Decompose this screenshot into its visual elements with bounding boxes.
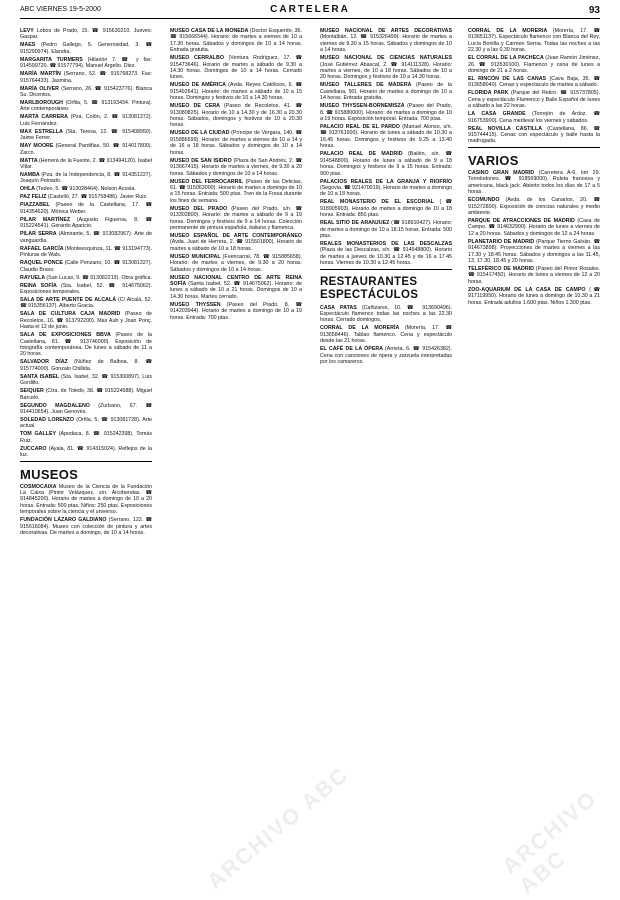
entry-text: (Bailén, s/n. ☎ 914548800). Horario de lunes a sábado de 9 a 18 horas. Domingos y festivos de 9 a 15 horas. Entrada: 900 ptas. <box>320 151 452 177</box>
listing-entry <box>320 241 452 267</box>
entry-name: MATTA <box>20 157 40 164</box>
listing-entry <box>170 158 302 177</box>
listing-entry <box>20 275 152 281</box>
entry-name: LEVY <box>20 28 37 34</box>
listing-shows <box>468 28 600 145</box>
listing-entry <box>20 100 152 113</box>
entry-name: ECOMUNDO <box>468 197 506 204</box>
section-heading-varios: VARIOS <box>468 152 519 168</box>
entry-name: REAL NOVILLA CASTILLA <box>468 125 548 132</box>
entry-name: FLORIDA PARK <box>468 90 511 97</box>
entry-name: MUSEO DEL PRADO <box>170 205 232 212</box>
entry-name: MUSEO DEL FERROCARRIL <box>170 178 246 185</box>
entry-name: MUSEO CASA DE LA MONEDA <box>170 28 250 34</box>
listing-entry <box>320 124 452 150</box>
entry-text: (Orfila, 5. ☎ 913081728). Arte actual. <box>20 416 152 430</box>
listing-entry <box>320 82 452 101</box>
listing-entry <box>468 28 600 54</box>
entry-name: SANTA ISABEL <box>20 373 62 380</box>
entry-text: (Orfila, 5. ☎ 913193434. Pintura). Arte contemporáneo. <box>20 100 152 113</box>
entry-text: (Segovia. ☎ 921470019). Horario de martes a domingo de 10 a 18 horas. <box>320 184 452 198</box>
entry-text: (Ventura Rodríguez, 17. ☎ 915473646). Horario de martes a sábado de 9.30 a 14.30 horas. Domingos de 10 a 14 horas. Cerrado lunes. <box>170 55 302 81</box>
listing-entry <box>170 82 302 101</box>
entry-name: ZOO-AQUARIUM DE LA CASA DE CAMPO <box>468 286 590 293</box>
entry-text: (Manuel Alonso, s/n. ☎ 913761500). Horario de lunes a sábado de 10.30 a 16.45 horas. Domingos y festivos de 9.25 a 13.40 horas. <box>320 124 452 150</box>
entry-text: (Parque del Retiro. ☎ 915737805). Cena y espectáculo Flamenco y Baile Español de lunes a sábado a las 22 horas. <box>468 90 600 110</box>
entry-text: (☎ 918910427). Horario: de martes a domingo de 10 a 18.15 horas. Entrada: 500 ptas. <box>320 220 452 239</box>
listing-entry <box>20 172 152 185</box>
listing-entry <box>170 130 302 156</box>
entry-text: (Carretera A-6, km 29. Torrelodones. ☎ 918569000). Ruleta francesa y americana, black jack. Abierto todos los días de 17 a 5 horas. <box>468 169 600 196</box>
entry-name: CASINO GRAN MADRID <box>468 169 539 176</box>
entry-name: MAY MOORE <box>20 143 56 150</box>
listing-entry <box>20 129 152 142</box>
entry-name: CORRAL DE LA MORERÍA <box>468 28 553 34</box>
entry-text: (☎ 917119950). Horario de lunes a domingo de 10.30 a 21 horas. Entrada adultos 1.600 ptas. Niños 1.300 ptas. <box>468 286 600 306</box>
entry-text: (Serrano, 122. ☎ 915616084). Museo con colección de pintura y artes decorativas. De martes a domingo, de 10 a 14 horas. <box>20 517 152 537</box>
entry-text: (Pza. Colón, 2. ☎ 913081372). Luis Fernández. <box>20 114 152 127</box>
entry-text: (Paseo del Prado, 8. ☎ 914203944). Horario de martes a domingo de 10 a 19 horas. Entrada: 700 ptas. <box>170 301 302 321</box>
entry-text: (Cava Baja, 35. ☎ 913658040). Cenas y espectáculo de martes a sábado. <box>468 76 600 89</box>
entry-name: MUSEO DE AMÉRICA <box>170 82 229 89</box>
entry-name: COSMOCAIXA <box>20 483 59 490</box>
listing-entry <box>20 517 152 536</box>
entry-text: (Arrieta, 6. ☎ 915426382). Cena con canciones de ópera y zarzuela interpretadas por los camareros. <box>320 346 452 365</box>
listing-museums-2 <box>170 28 302 321</box>
entry-name: ZUCCARO <box>20 445 49 452</box>
listing-entry <box>320 220 452 239</box>
listing-entry <box>20 374 152 387</box>
entry-name: MARÍA MARTÍN <box>20 71 64 78</box>
entry-text: (Sta. Isabel, 52. ☎ 914675062). Exposiciones temporales. <box>20 282 152 295</box>
entry-text: (Casa de Campo. ☎ 914632900). Horario de lunes a viernes de 12 a 20 horas. Sábados y domingos de 12 a 24 horas. <box>468 217 600 237</box>
entry-name: MARLBOROUGH <box>20 100 66 107</box>
entry-text: (Fuencarral, 78. ☎ 915885658). Horario: de martes a viernes, de 9.30 a 20 horas. Sábados y domingos de 10 a 14 horas. <box>170 253 302 273</box>
listing-entry <box>170 206 302 232</box>
entry-text: Museo de la Ciencia de la Fundación La Caixa (Pintor Velázquez, s/n. Alcobendas. ☎ 914845200). Horario de martes a domingo de 10 a 20 horas. Entrada: 500 ptas. Niños: 250 ptas. Exposiciones temporales sobre la ciencia y el universo. <box>20 483 152 516</box>
entry-name: SALA DE ARTE PUENTE DE ALCALÁ <box>20 296 119 303</box>
entry-name: MARÍA OLIVER <box>20 85 62 92</box>
entry-text: (Ctra. de Toledo, 38. ☎ 915224588). Miguel Barceló. <box>20 388 152 401</box>
listing-entry <box>20 417 152 430</box>
entry-name: MUSEO DE LA CIUDAD <box>170 130 232 137</box>
entry-text: (Paseo de la Castellana, 90). Horario de martes a domingo de 10 a 14 horas. Entrada gratuita. <box>320 82 452 102</box>
entry-name: RAQUEL PONCE <box>20 260 65 267</box>
entry-text: (Paseo de Recoletos, 41. ☎ 913080825). Horario de 10 a 14.30 y de 16.30 a 20.30 horas. Sábados, domingos y festivos de 10 a 20.30 horas. <box>170 103 302 129</box>
listing-entry <box>20 388 152 401</box>
listing-entry <box>170 28 302 54</box>
listing-entry <box>170 103 302 129</box>
entry-name: LA CASA GRANDE <box>468 111 533 118</box>
listing-entry <box>20 194 152 200</box>
listing-entry <box>20 297 152 310</box>
entry-text: (Serrano, 26. ☎ 915423776). Blanca Su. Dicentos. <box>20 85 152 99</box>
listing-entry <box>20 57 152 70</box>
entry-name: MUSEO DE SAN ISIDRO <box>170 157 234 164</box>
entry-name: TOM GALLEY <box>20 431 59 438</box>
entry-name: PALACIOS REALES DE LA GRANJA Y RIOFRÍO <box>320 178 452 185</box>
entry-name: PLANETARIO DE MADRID <box>468 238 537 245</box>
entry-name: MUSEO CERRALBO <box>170 55 229 62</box>
entry-text: Lobos de Prado, 15. ☎ 915630210. Jueves: Gaspar. <box>20 28 152 41</box>
listing-entry <box>20 86 152 99</box>
listing-entry <box>20 114 152 127</box>
entry-name: RAFAEL GARCÍA <box>20 245 65 252</box>
entry-name: MUSEO TALLERES DE MADERA <box>320 82 416 89</box>
listing-entry <box>468 170 600 196</box>
listing-entry <box>170 179 302 205</box>
listing-entry <box>468 111 600 124</box>
listing-entry <box>20 71 152 84</box>
column-4 <box>468 28 600 864</box>
section-title: CARTELERA <box>270 4 350 15</box>
entry-name: MAX ESTRELLA <box>20 128 66 135</box>
entry-text: (Pza. de la Independencia, 8. ☎ 914351227). Joaquín Peinado. <box>20 172 152 185</box>
entry-text: (Avda. de los Canarios, 20. ☎ 915272800). Exposición de ciencias naturales y medio ambiente. <box>468 197 600 216</box>
entry-name: EL CORRAL DE LA PACHECA <box>468 55 546 62</box>
entry-text: (Cañizares, 10. ☎ 913690496). Espectáculo flamenco todas las noches a las 22.30 horas. Cerrado domingos. <box>320 304 452 324</box>
divider <box>468 147 600 148</box>
listing-entry <box>20 217 152 230</box>
entry-text: (Morería, 17. ☎ 913651137). Espectáculo flamenco con Blanca del Rey, Lucía Bonilla y Carmen Serna. Todas las noches a las 22.30 y a las 0.30 horas. <box>468 28 600 54</box>
entry-name: REAL MONASTERIO DE EL ESCORIAL <box>320 199 440 206</box>
listing-galleries <box>20 28 152 459</box>
divider <box>20 461 152 462</box>
entry-text: (Pedro Gallego, 5. Generosidad, 3. ☎ 915290974). Elandra. <box>20 42 152 55</box>
listing-entry <box>170 302 302 321</box>
listing-entry <box>20 359 152 372</box>
entry-name: SEIQUER <box>20 388 46 395</box>
listing-entry <box>170 275 302 301</box>
entry-name: EL CAFÉ DE LA ÓPERA <box>320 346 386 353</box>
listing-entry <box>20 446 152 459</box>
listing-entry <box>20 28 152 41</box>
page-header <box>20 4 600 19</box>
entry-text: (Juan Ramón Jiménez, 26. ☎ 913530100). Flamenco y cena de lunes a domingo de 21 a 2 horas. <box>468 55 600 75</box>
entry-text: (Paseo de las Delicias, 61. ☎ 915063000). Horario de martes a domingo de 10 a 15 horas. Entrada: 500 ptas. Tren de la Fresa durante los fines de semana. <box>170 178 302 204</box>
entry-name: MUSEO MUNICIPAL <box>170 253 223 260</box>
section-heading-museos: MUSEOS <box>20 466 79 482</box>
entry-name: SALA DE CULTURA CAJA MADRID <box>20 311 125 318</box>
listing-entry <box>170 55 302 81</box>
entry-name: FUNDACIÓN LÁZARO GALDIANO <box>20 517 109 524</box>
listing-entry <box>20 283 152 296</box>
listing-entry <box>20 311 152 330</box>
entry-text: (Parque Tierno Galván. ☎ 914673898). Proyecciones de martes a viernes a las 17.30 y 18.45 horas. Sábados y domingos a las 11.45, 13, 17.30, 18.45 y 20 horas. <box>468 238 600 264</box>
entry-text: (Avda. Reyes Católicos, 6. ☎ 915492641). Horario: de martes a sábado de 10 a 15 horas. Domingos y festivos de 10 a 14.30 horas. <box>170 82 302 102</box>
listing-entry <box>20 231 152 244</box>
entry-name: MARGARITA TURMERS <box>20 56 88 63</box>
entry-name: PALACIO REAL DE MADRID <box>320 151 409 158</box>
listing-entry <box>468 218 600 237</box>
entry-name: MARTA CARRERA <box>20 114 71 121</box>
entry-text: (Avda. Juan de Herrera, 2. ☎ 915501800). Horario de martes a sábado de 10 a 18 horas. <box>170 239 302 252</box>
entry-text: (José Gutiérrez Abascal, 2. ☎ 914111328). Horario: martes a viernes, de 10 a 18 horas. Sábados de 10 a 20 horas. Domingos y festivos de 10 a 14.30 horas. <box>320 61 452 81</box>
listing-entry <box>468 197 600 216</box>
entry-name: OHLA <box>20 186 37 193</box>
entry-name: MUSEO NACIONAL DE ARTES DECORATIVAS <box>320 28 452 34</box>
listing-entry <box>320 28 452 54</box>
entry-text: (Plaza de San Andrés, 2. ☎ 913667415). Horario de martes a viernes, de 9.30 a 20 horas. Sábados y domingos de 10 a 14 horas. <box>170 157 302 177</box>
entry-text: (Núñez de Balboa, 8. ☎ 915774000). Gonzalo Chillida. <box>20 359 152 372</box>
listing-entry <box>468 266 600 285</box>
entry-text: (Paseo de Recoletos, 16. ☎ 913792200). Max Aub y Joan Ponç. Hasta el 12 de junio. <box>20 311 152 331</box>
entry-text: (C/ Alcalá, 52. ☎ 915356137). Alberto Gracia. <box>20 296 152 310</box>
listing-entry <box>468 76 600 89</box>
header-date: ABC VIERNES 19-5-2000 <box>20 6 101 13</box>
entry-name: MUSEO THYSSEN-BORNEMISZA <box>320 103 408 110</box>
listing-entry <box>20 246 152 259</box>
entry-name: CASA PATAS <box>320 304 362 311</box>
entry-name: SALA DE EXPOSICIONES BBVA <box>20 332 116 339</box>
listing-entry <box>468 126 600 145</box>
listing-entry <box>468 287 600 306</box>
listing-entry <box>20 431 152 444</box>
listing-entry <box>320 179 452 198</box>
entry-name: MUSEO NACIONAL DE CIENCIAS NATURALES <box>320 55 452 62</box>
entry-text: (Paseo del Pintor Rosales. ☎ 915417450). Horario de lunes a viernes de 12 a 20 horas. <box>468 265 600 285</box>
listing-entry <box>170 233 302 252</box>
section-heading-restaurantes: RESTAURANTES ESPECTÁCULOS <box>320 275 419 301</box>
entry-name: TELEFÉRICO DE MADRID <box>468 265 536 272</box>
entry-text: (Morería, 17. ☎ 913658446). Tablao flamenco. Cena y espectáculo desde las 21 horas. <box>320 325 452 345</box>
entry-text: (Apodaca, 8. ☎ 915242398). Tomás Ruiz. <box>20 431 152 444</box>
entry-text: (Augusto Figueroa, 8. ☎ 915224541). Gerardo Aparicio. <box>20 216 152 230</box>
entry-name: PAZ FELIZ <box>20 194 48 201</box>
listing-entry <box>320 305 452 324</box>
entry-text: (Calle Ponzano, 10. ☎ 913081327). Claudio Bravo. <box>20 260 152 273</box>
entry-text: (Paseo de la Castellana, 81. ☎ 913746000). Exposición de fotografía contemporánea. De lunes a sábado de 11 a 20 horas. <box>20 332 152 358</box>
entry-name: EL RINCÓN DE LAS CANAS <box>468 76 550 83</box>
entry-name: MAES <box>20 42 41 49</box>
entry-name: MUSEO ESPAÑOL DE ARTE CONTEMPORÁNEO <box>170 232 302 239</box>
entry-text: (Montalbán, 12. ☎ 915326499). Horario de martes a viernes de 9.30 a 15 horas. Sábados y domingos de 10 a 14 horas. <box>320 34 452 54</box>
entry-name: PALACIO REAL DE EL PARDO <box>320 124 403 131</box>
entry-name: SEGUNDO MAGDALENO <box>20 402 99 409</box>
listing-entry <box>20 332 152 358</box>
entry-name: REINA SOFÍA <box>20 282 62 289</box>
listing-entry <box>20 403 152 416</box>
entry-text: (Ayala, 81. ☎ 914315024). Reflejos de la luz. <box>20 445 152 459</box>
column-2 <box>170 28 302 864</box>
entry-name: PARQUE DE ATRACCIONES DE MADRID <box>468 217 578 224</box>
entry-text: (Herrera de la Fuente, 2. ☎ 913494120). Isabel Villar. <box>20 157 152 171</box>
listing-entry <box>20 186 152 192</box>
entry-name: PILAR MARTÍNEZ <box>20 216 77 223</box>
entry-name: REAL SITIO DE ARANJUEZ <box>320 220 392 227</box>
entry-text: (Zurbano, 67. ☎ 914410654). Juan Genovés. <box>20 402 152 415</box>
entry-name: CORRAL DE LA MORERÍA <box>320 325 405 332</box>
listing-entry <box>170 254 302 273</box>
watermark: ARCHIVO ABC <box>497 785 602 899</box>
entry-text: (San Lucas, 9. ☎ 913082219). Obra gráfica. <box>46 274 152 281</box>
entry-name: RAYUELA <box>20 274 47 281</box>
entry-text: (☎ 918905903). Horario de martes a domingo de 10 a 18 horas. Entrada: 850 ptas. <box>320 199 452 219</box>
entry-text: (Sta. Teresa, 12. ☎ 915408950). Jaime Ferrer. <box>20 128 152 142</box>
entry-name: MUSEO DE CERA <box>170 103 224 110</box>
column-3 <box>320 28 452 864</box>
entry-text: (Sta. Isabel, 32. ☎ 915300897). Luis Gordillo. <box>20 373 152 387</box>
entry-text: (Paseo del Prado, s/n. ☎ 913302800). Horario: de martes a sábado de 9 a 19 horas. Domingos y festivos de 9 a 14 horas. Colección permanente de pintura española, italiana y flamenca. <box>170 205 302 231</box>
entry-text: (Príncipe de Vergara, 140. ☎ 915886599). Horario: de martes a viernes de 10 a 14 y de 16 a 18 horas. Sábados y domingos de 10 a 14 horas. <box>170 130 302 156</box>
entry-text: (Paseo del Prado, 8. ☎ 915880000). Horario: de martes a domingo de 10 a 19 horas. Exposición temporal. Entrada: 700 ptas. <box>320 103 452 123</box>
listing-entry <box>320 346 452 365</box>
listing-entry <box>320 199 452 218</box>
entry-name: SALVADOR DÍAZ <box>20 359 75 366</box>
entry-text: (Castellana, 86. ☎ 915744415). Cenas con espectáculo y baile hasta la madrugada. <box>468 125 600 145</box>
entry-name: MUSEO NACIONAL CENTRO DE ARTE REINA SOFÍA <box>170 274 302 287</box>
entry-text: (General Pardiñas, 50. ☎ 914017800). Zarco. <box>20 143 152 156</box>
listing-entry <box>320 103 452 122</box>
listing-entry <box>20 143 152 156</box>
listing-restaurants <box>320 305 452 366</box>
listing-varios <box>468 170 600 306</box>
entry-text: (Torrejón de Ardoz. ☎ 916753900). Cena medieval los viernes y sábados. <box>468 111 600 124</box>
listing-entry <box>20 484 152 516</box>
entry-text: (Doctor Esquerdo, 36. ☎ 915666544). Horario: de martes a viernes de 10 a 17.30 horas. Sábados y domingos de 10 a 14 horas. Entrada gratuita. <box>170 28 302 54</box>
entry-name: PIAZZABEL <box>20 202 56 209</box>
listing-museums <box>20 484 152 537</box>
listing-entry <box>20 260 152 273</box>
listing-entry <box>468 55 600 74</box>
listing-entry <box>20 158 152 171</box>
listing-entry <box>20 202 152 215</box>
entry-text: (Tedeo, 5. ☎ 913028464). Nelson Acosta. <box>36 186 136 193</box>
entry-text: (Monteesquinza, 11. ☎ 913194773). Pinturas de Wals. <box>20 245 152 259</box>
listing-entry <box>468 239 600 265</box>
entry-text: (Hilarión 7. ☎ y fax: 914599720. ☎ 91577794). Manuel Argelio. Diez. <box>20 56 152 70</box>
divider <box>320 269 452 270</box>
listing-entry <box>320 151 452 177</box>
listing-entry <box>20 42 152 55</box>
listing-museums-3 <box>320 28 452 267</box>
entry-text: (Paseo de la Castellana, 17. ☎ 914354620). Mónica Weber. <box>20 202 152 215</box>
watermark: ARCHIVO ABC <box>202 761 354 894</box>
entry-name: NAMBA <box>20 172 42 179</box>
entry-name: REALES MONASTERIOS DE LAS DESCALZAS <box>320 240 452 247</box>
entry-text: (Santa Isabel, 52. ☎ 914675062). Horario: de lunes a sábado de 10 a 21 horas. Domingos de 10 a 14.30 horas. Martes cerrado. <box>170 280 302 300</box>
entry-name: MUSEO THYSSEN <box>170 301 227 308</box>
entry-text: (Almirante, 5. ☎ 913082967). Arte de vanguardia. <box>20 231 152 244</box>
entry-name: SOLEDAD LORENZO <box>20 416 77 423</box>
entry-name: PILAR SERRA <box>20 231 59 238</box>
entry-text: (Plaza de las Descalzas, s/n. ☎ 914548800). Horario de martes a jueves de 10.30 a 12.45 y de 16 a 17.45 horas. Viernes de 10.30 a 12.45 horas. <box>320 247 452 267</box>
page-number: 93 <box>588 5 600 16</box>
entry-text: (Castelló, 27. ☎ 915758486). Javier Ruiz. <box>47 194 148 201</box>
listing-entry <box>320 325 452 344</box>
entry-text: (Serrano, 52. ☎ 915768273. Fax: 915764433). Jasmina. <box>20 71 152 84</box>
listing-entry <box>468 90 600 109</box>
listing-entry <box>320 55 452 81</box>
column-1 <box>20 28 152 864</box>
